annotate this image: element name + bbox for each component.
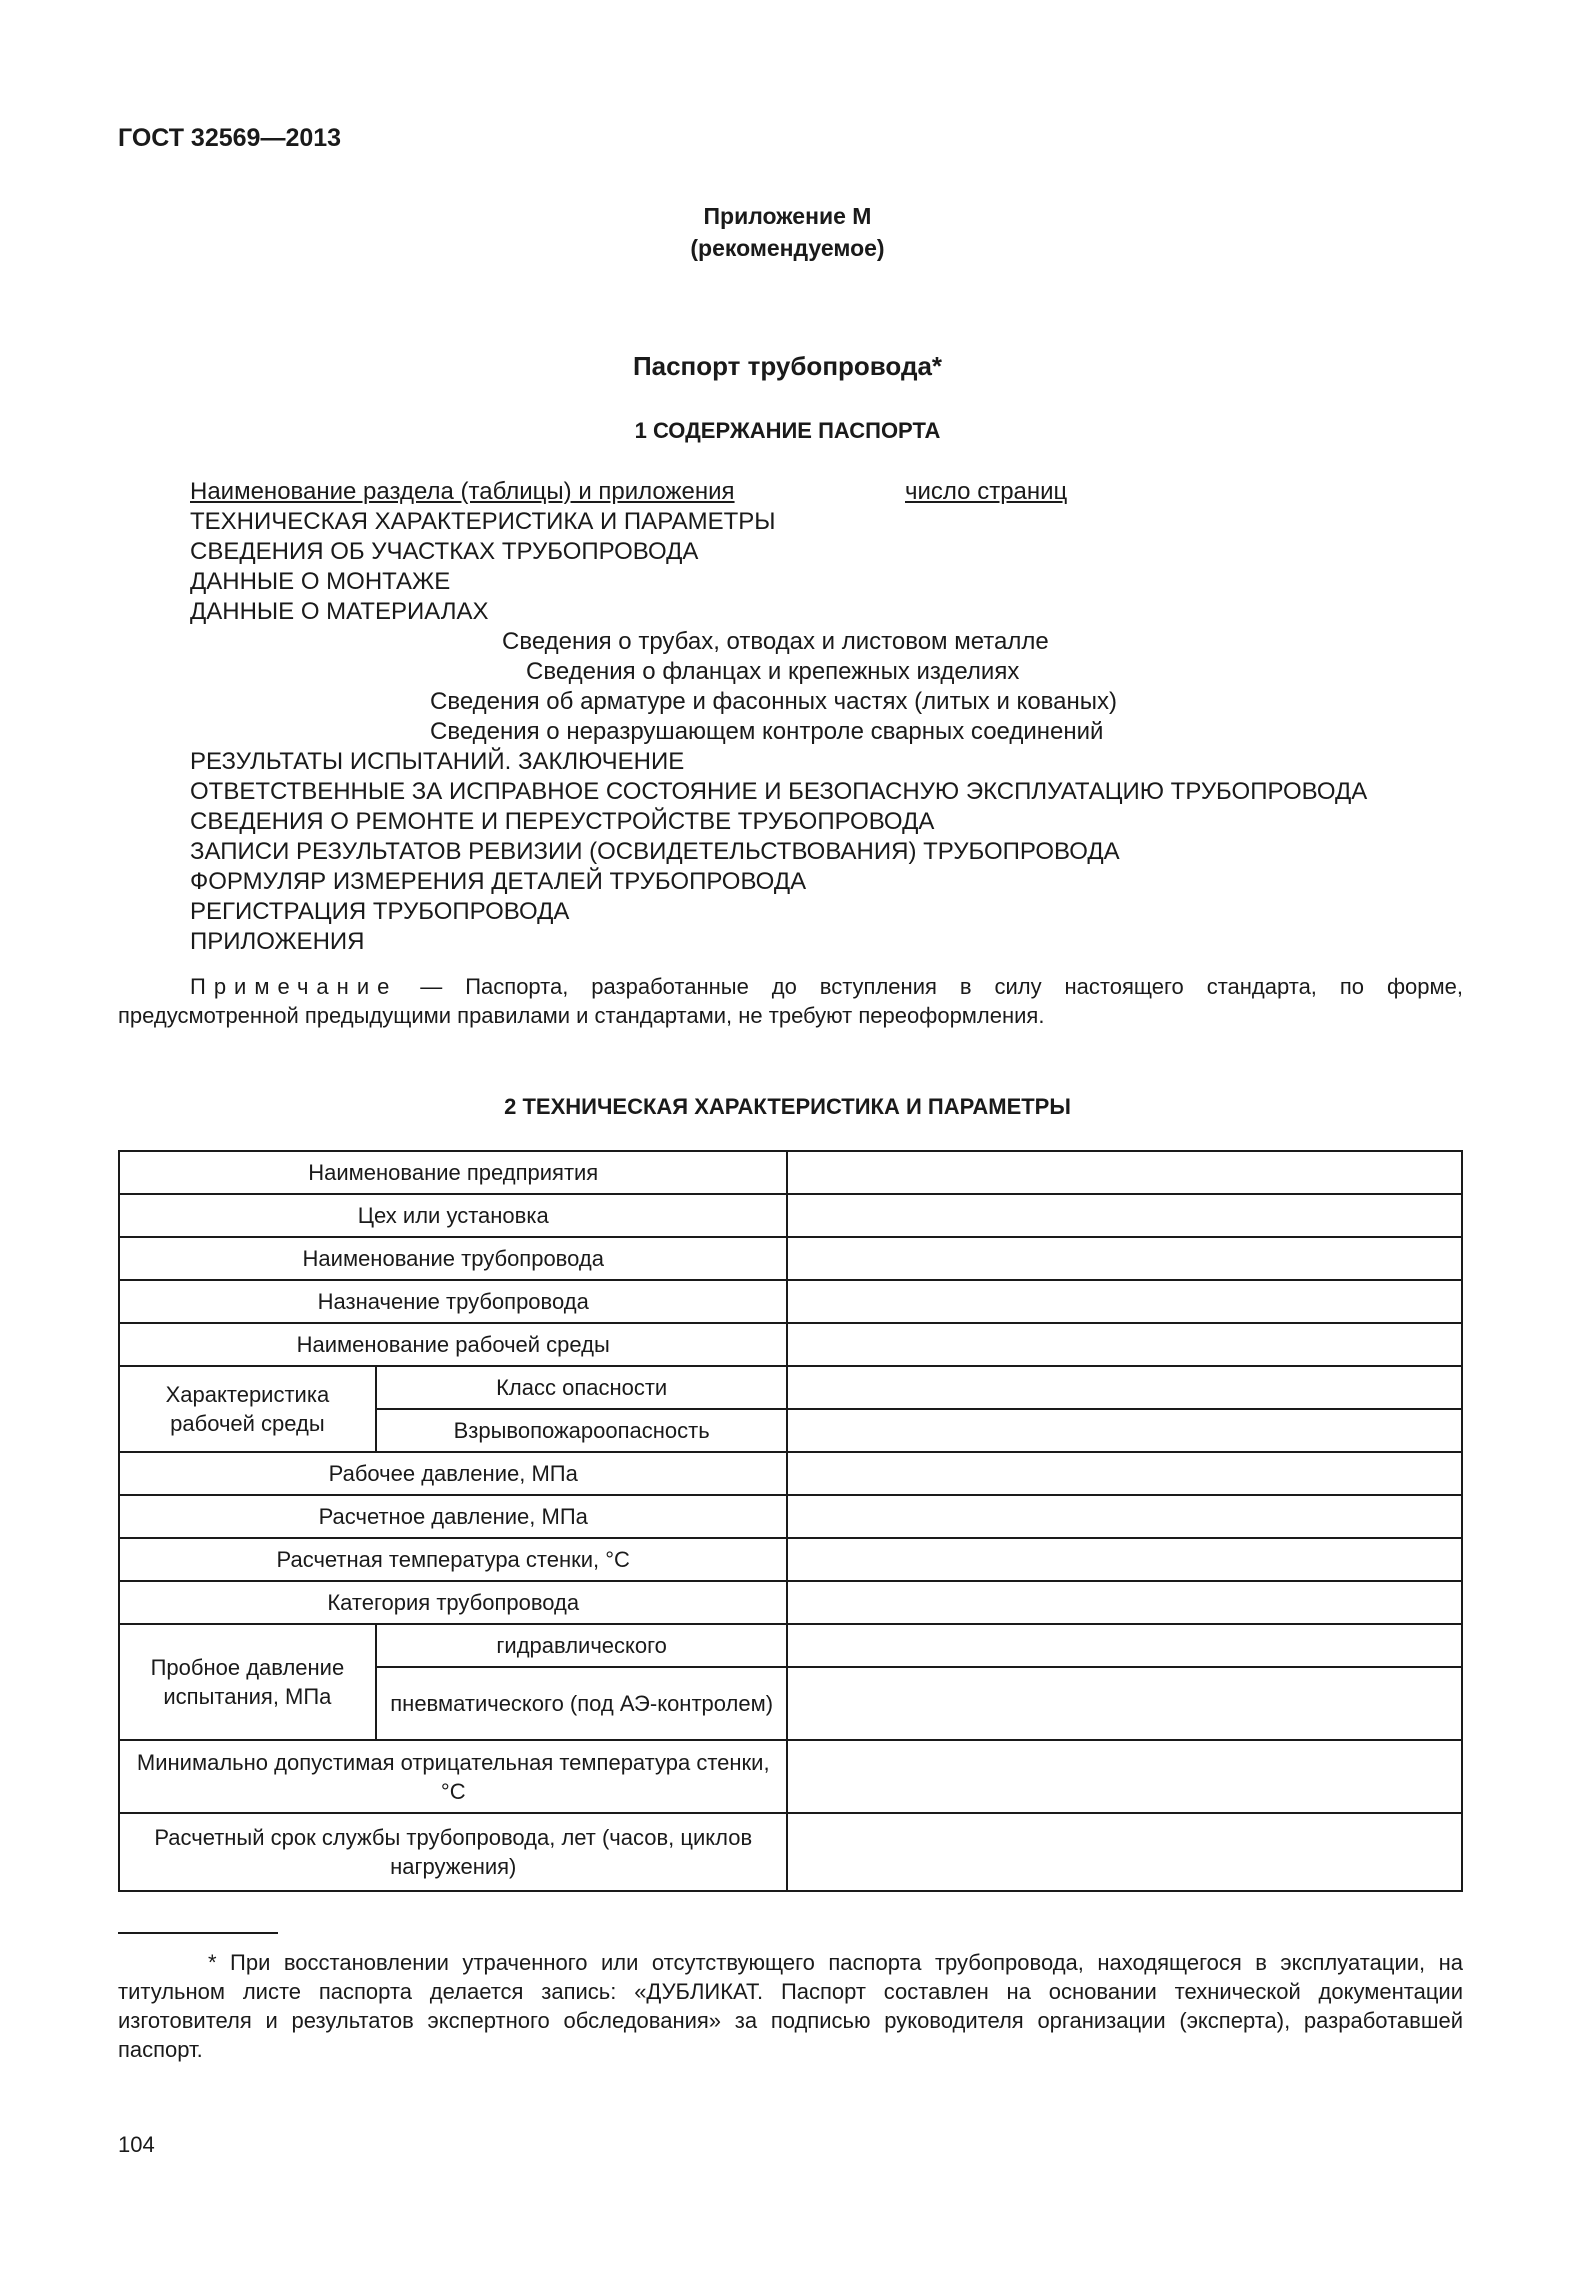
section2-title: 2 ТЕХНИЧЕСКАЯ ХАРАКТЕРИСТИКА И ПАРАМЕТРЫ [504,1094,1071,1119]
row-label: Назначение трубопровода [119,1280,787,1323]
toc-column-pages: число страниц [905,478,1068,505]
row-label: пневматического (под АЭ-контролем) [376,1667,788,1740]
toc-subitem: Сведения о неразрушающем контроле сварных соединений [430,718,1104,745]
value-cell[interactable] [787,1323,1462,1366]
note-paragraph [118,972,1463,1030]
toc-column-section: Наименование раздела (таблицы) и приложения [190,478,735,505]
row-label: Цех или установка [119,1194,787,1237]
row-label: Наименование предприятия [119,1151,787,1194]
row-label: гидравлического [376,1624,788,1667]
row-label: Расчетное давление, МПа [119,1495,787,1538]
row-label: Расчетный срок службы трубопровода, лет (часов, циклов нагружения) [119,1813,787,1891]
toc-item: ДАННЫЕ О МОНТАЖЕ [190,568,451,595]
value-cell[interactable] [787,1538,1462,1581]
toc-item: ЗАПИСИ РЕЗУЛЬТАТОВ РЕВИЗИИ (ОСВИДЕТЕЛЬСТВОВАНИЯ) ТРУБОПРОВОДА [190,838,1120,865]
footnote: * При восстановлении утраченного или отсутствующего паспорта трубопровода, находящегося в эксплуатации, на титульном листе паспорта делается запись: «ДУБЛИКАТ. Паспорт составлен на основании технической документации изготовителя и результатов экспертного обследования» за подписью руководителя организации (эксперта), разработавшей паспорт. [118,1950,1463,2062]
group-label: Пробное давление испытания, МПа [119,1624,376,1740]
toc-item: РЕЗУЛЬТАТЫ ИСПЫТАНИЙ. ЗАКЛЮЧЕНИЕ [190,748,685,775]
value-cell[interactable] [787,1366,1462,1409]
value-cell[interactable] [787,1667,1462,1740]
toc-item: ПРИЛОЖЕНИЯ [190,928,365,955]
value-cell[interactable] [787,1452,1462,1495]
value-cell[interactable] [787,1495,1462,1538]
annex-status: (рекомендуемое) [690,235,885,261]
footnote-divider [118,1932,278,1934]
row-label: Класс опасности [376,1366,788,1409]
toc-subitem: Сведения о трубах, отводах и листовом металле [502,628,1049,655]
row-label: Наименование трубопровода [119,1237,787,1280]
page-number: 104 [118,2132,155,2157]
value-cell[interactable] [787,1624,1462,1667]
value-cell[interactable] [787,1409,1462,1452]
row-label: Наименование рабочей среды [119,1323,787,1366]
toc-item: СВЕДЕНИЯ О РЕМОНТЕ И ПЕРЕУСТРОЙСТВЕ ТРУБОПРОВОДА [190,808,935,835]
toc-subitem: Сведения об арматуре и фасонных частях (литых и кованых) [430,688,1117,715]
group-label: Характеристика рабочей среды [119,1366,376,1452]
tech-params-table [118,1150,1463,1892]
table-row [119,1366,1462,1409]
toc-item: РЕГИСТРАЦИЯ ТРУБОПРОВОДА [190,898,570,925]
toc-item: ДАННЫЕ О МАТЕРИАЛАХ [190,598,489,625]
value-cell[interactable] [787,1280,1462,1323]
annex-label: Приложение М [703,203,872,229]
toc-subitem: Сведения о фланцах и крепежных изделиях [526,658,1020,685]
table-row [119,1151,1462,1194]
table-row [119,1581,1462,1624]
table-row [119,1538,1462,1581]
value-cell[interactable] [787,1237,1462,1280]
toc-list [190,507,1450,957]
document-title: Паспорт трубопровода* [632,351,943,381]
table-row [119,1624,1462,1667]
row-label: Расчетная температура стенки, °С [119,1538,787,1581]
value-cell[interactable] [787,1740,1462,1813]
toc-item: ФОРМУЛЯР ИЗМЕРЕНИЯ ДЕТАЛЕЙ ТРУБОПРОВОДА [190,868,807,895]
table-row [119,1813,1462,1891]
section1-title: 1 СОДЕРЖАНИЕ ПАСПОРТА [634,418,941,443]
note-text: — Паспорта, разработанные до вступления в силу настоящего стандарта, по форме, предусмотренной предыдущими правилами и стандартами, не требуют переоформления. [118,974,1463,1028]
row-label: Рабочее давление, МПа [119,1452,787,1495]
annex-heading [260,200,1315,264]
table-row [119,1194,1462,1237]
row-label: Категория трубопровода [119,1581,787,1624]
toc-item: ТЕХНИЧЕСКАЯ ХАРАКТЕРИСТИКА И ПАРАМЕТРЫ [190,508,776,535]
value-cell[interactable] [787,1581,1462,1624]
value-cell[interactable] [787,1194,1462,1237]
table-row [119,1495,1462,1538]
table-row [119,1280,1462,1323]
standard-code: ГОСТ 32569—2013 [118,124,342,152]
table-row [119,1452,1462,1495]
row-label: Взрывопожароопасность [376,1409,788,1452]
value-cell[interactable] [787,1813,1462,1891]
value-cell[interactable] [787,1151,1462,1194]
table-row [119,1237,1462,1280]
note-label: Примечание [190,974,398,999]
table-row [119,1323,1462,1366]
table-row [119,1740,1462,1813]
toc-item: ОТВЕТСТВЕННЫЕ ЗА ИСПРАВНОЕ СОСТОЯНИЕ И БЕЗОПАСНУЮ ЭКСПЛУАТАЦИЮ ТРУБОПРОВОДА [190,778,1368,805]
toc-item: СВЕДЕНИЯ ОБ УЧАСТКАХ ТРУБОПРОВОДА [190,538,699,565]
row-label: Минимально допустимая отрицательная температура стенки, °С [119,1740,787,1813]
